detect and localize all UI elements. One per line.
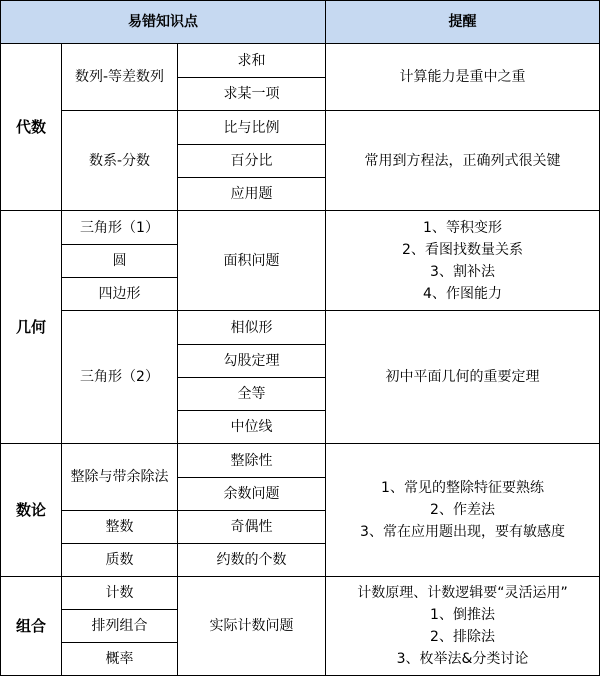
tip-line: 3、常在应用题出现，要有敏感度 (360, 524, 565, 540)
tip-line: 2、排除法 (430, 629, 495, 645)
category-cell: 几何 (1, 211, 62, 444)
item-cell: 勾股定理 (178, 345, 326, 378)
tip-cell (326, 311, 600, 444)
tip-line: 1、等积变形 (423, 219, 502, 236)
tip-cell (326, 44, 600, 111)
item-cell: 约数的个数 (178, 544, 326, 577)
table-row (1, 577, 600, 610)
sub-cell: 数系-分数 (62, 111, 178, 211)
category-cell: 组合 (1, 577, 62, 676)
sub-cell: 三角形（2） (62, 311, 178, 444)
item-cell: 相似形 (178, 311, 326, 345)
category-cell: 数论 (1, 444, 62, 577)
sub-cell: 整数 (62, 511, 178, 544)
tip-line: 3、枚举法&分类讨论 (396, 651, 529, 667)
tip-line: 2、作差法 (430, 502, 495, 518)
item-cell: 全等 (178, 378, 326, 411)
tip-line: 计算能力是重中之重 (399, 69, 526, 85)
sub-cell: 三角形（1） (62, 211, 178, 245)
item-cell: 奇偶性 (178, 511, 326, 544)
sub-cell: 整除与带余除法 (62, 444, 178, 511)
tip-line: 3、割补法 (430, 263, 495, 280)
tip-cell (326, 111, 600, 211)
table-row (1, 111, 600, 145)
sub-cell: 四边形 (62, 278, 178, 311)
item-cell: 比与比例 (178, 111, 326, 145)
table-row (1, 44, 600, 78)
tip-line: 1、常见的整除特征要熟练 (381, 480, 544, 496)
item-cell: 面积问题 (178, 211, 326, 311)
item-cell: 整除性 (178, 444, 326, 478)
tip-line: 2、看图找数量关系 (402, 241, 523, 258)
tip-line: 初中平面几何的重要定理 (385, 369, 540, 385)
sub-cell: 数列-等差数列 (62, 44, 178, 111)
table-row (1, 311, 600, 345)
tip-line: 常用到方程法，正确列式很关键 (364, 152, 561, 169)
item-cell: 余数问题 (178, 478, 326, 511)
tip-cell (326, 444, 600, 577)
category-cell: 代数 (1, 44, 62, 211)
sub-cell: 圆 (62, 245, 178, 278)
item-cell: 求和 (178, 44, 326, 78)
sub-cell: 计数 (62, 577, 178, 610)
tip-line: 1、倒推法 (430, 607, 495, 623)
item-cell: 应用题 (178, 178, 326, 211)
item-cell: 实际计数问题 (178, 577, 326, 676)
sub-cell: 排列组合 (62, 610, 178, 643)
tip-cell (326, 577, 600, 676)
table-row (1, 211, 600, 245)
tip-line: 4、作图能力 (423, 285, 502, 302)
tip-cell (326, 211, 600, 311)
table-row (1, 444, 600, 478)
item-cell: 求某一项 (178, 78, 326, 111)
tip-line: 计数原理、计数逻辑要“灵活运用” (357, 585, 568, 601)
sub-cell: 概率 (62, 643, 178, 676)
item-cell: 百分比 (178, 145, 326, 178)
item-cell: 中位线 (178, 411, 326, 444)
header-knowledge: 易错知识点 (1, 1, 326, 44)
header-row (1, 1, 600, 44)
header-tip: 提醒 (326, 1, 600, 44)
sub-cell: 质数 (62, 544, 178, 577)
